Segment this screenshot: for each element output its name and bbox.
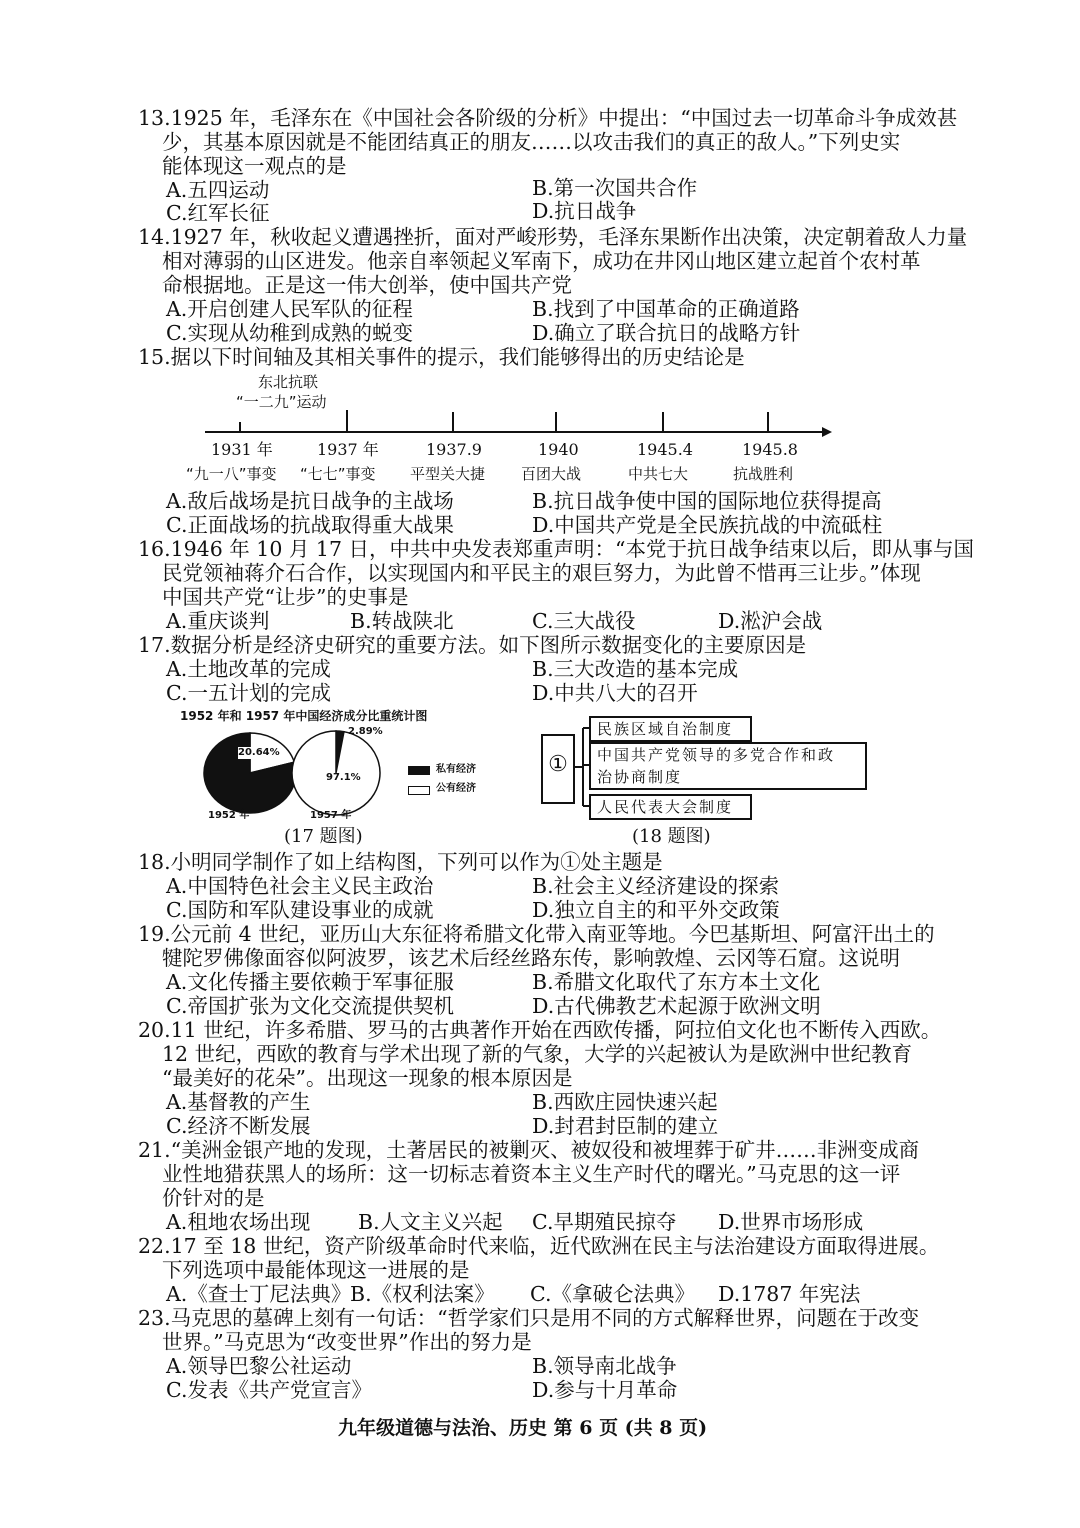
q21-line-3: 价针对的是: [162, 1186, 265, 1210]
q13-option-a: A.五四运动: [166, 178, 270, 202]
pie-label-1957: 1957 年: [310, 810, 352, 821]
branch-label-3: 人民代表大会制度: [597, 798, 734, 816]
q21-option-b: B.人文主义兴起: [358, 1210, 503, 1234]
page-footer: 九年级道德与法治、历史 第 6 页 (共 8 页): [338, 1417, 708, 1439]
q16-line-2: 民党领袖蒋介石合作，以实现国内和平民主的艰巨努力，为此曾不惜再三让步。”体现: [162, 561, 921, 585]
q13-option-c: C.红军长征: [166, 201, 270, 225]
q20-line-2: 12 世纪，西欧的教育与学术出现了新的气象，大学的兴起被认为是欧洲中世纪教育: [162, 1042, 913, 1066]
q13-line-2: 少，其基本原因就是不能团结真正的朋友……以攻击我们的真正的敌人。”下列史实: [162, 130, 901, 154]
q15-option-c: C.正面战场的抗战取得重大战果: [166, 513, 454, 537]
q23-line-1: 23.马克思的墓碑上刻有一句话：“哲学家们只是用不同的方式解释世界，问题在于改变: [138, 1306, 920, 1330]
q13-option-b: B.第一次国共合作: [532, 176, 698, 200]
q17-option-d: D.中共八大的召开: [532, 681, 698, 705]
q14-line-1: 14.1927 年，秋收起义遭遇挫折，面对严峻形势，毛泽东果断作出决策，决定朝着敌人力量: [138, 225, 968, 249]
legend-label-private: 私有经济: [436, 764, 476, 775]
q18-option-b: B.社会主义经济建设的探索: [532, 874, 780, 898]
q20-option-d: D.封君封臣制的建立: [532, 1114, 719, 1138]
q15-option-d: D.中国共产党是全民族抗战的中流砥柱: [532, 513, 883, 537]
timeline-event-5: 中共七大: [628, 465, 689, 483]
timeline-year-2: 1937 年: [317, 440, 379, 459]
q18-option-d: D.独立自主的和平外交政策: [532, 898, 780, 922]
timeline-year-5: 1945.4: [637, 440, 693, 459]
q14-line-2: 相对薄弱的山区进发。他亲自率领起义军南下，成功在井冈山地区建立起首个农村革: [162, 249, 921, 273]
branch-box-2: [589, 742, 867, 790]
q14-option-d: D.确立了联合抗日的战略方针: [532, 321, 801, 345]
q18-figure-caption: (18 题图): [632, 826, 711, 847]
q20-option-c: C.经济不断发展: [166, 1114, 311, 1138]
q18-line-1: 18.小明同学制作了如上结构图，下列可以作为①处主题是: [138, 850, 663, 874]
q22-option-d: D.1787 年宪法: [718, 1282, 861, 1306]
q17-option-c: C.一五计划的完成: [166, 681, 331, 705]
q21-option-c: C.早期殖民掠夺: [532, 1210, 677, 1234]
timeline-event-3: 平型关大捷: [410, 465, 486, 483]
q21-option-a: A.租地农场出现: [166, 1210, 311, 1234]
q23-option-a: A.领导巴黎公社运动: [166, 1354, 352, 1378]
q20-line-1: 20.11 世纪，许多希腊、罗马的古典著作开始在西欧传播，阿拉伯文化也不断传入西欧。: [138, 1018, 942, 1042]
q23-option-d: D.参与十月革命: [532, 1378, 678, 1402]
q17-line-1: 17.数据分析是经济史研究的重要方法。如下图所示数据变化的主要原因是: [138, 633, 807, 657]
q18-option-a: A.中国特色社会主义民主政治: [166, 874, 434, 898]
q14-option-c: C.实现从幼稚到成熟的蜕变: [166, 321, 413, 345]
pie-1952-data-label: 20.64%: [238, 747, 280, 758]
q22-option-b: B.《权利法案》: [350, 1282, 495, 1306]
q16-line-3: 中国共产党“让步”的史事是: [162, 585, 409, 609]
q23-line-2: 世界。”马克思为“改变世界”作出的努力是: [162, 1330, 532, 1354]
q21-option-d: D.世界市场形成: [718, 1210, 864, 1234]
q19-option-d: D.古代佛教艺术起源于欧洲文明: [532, 994, 821, 1018]
branch-label-1: 民族区域自治制度: [597, 720, 734, 738]
q19-option-b: B.希腊文化取代了东方本土文化: [532, 970, 821, 994]
branch-box-1: [589, 716, 752, 742]
branch-label-2b: 治协商制度: [597, 768, 683, 786]
pie-label-1952: 1952 年: [208, 810, 250, 821]
q16-option-a: A.重庆谈判: [166, 609, 270, 633]
q20-option-b: B.西欧庄园快速兴起: [532, 1090, 718, 1114]
q17-option-b: B.三大改造的基本完成: [532, 657, 739, 681]
timeline-year-1: 1931 年: [211, 440, 273, 459]
timeline-above-1: 东北抗联: [258, 373, 319, 391]
branch-label-2a: 中国共产党领导的多党合作和政: [597, 746, 836, 764]
timeline-event-4: 百团大战: [521, 465, 582, 483]
timeline-event-2: “七七”事变: [300, 465, 376, 483]
q20-option-a: A.基督教的产生: [166, 1090, 311, 1114]
q14-option-a: A.开启创建人民军队的征程: [166, 297, 413, 321]
q22-line-1: 22.17 至 18 世纪，资产阶级革命时代来临，近代欧洲在民主与法治建设方面取得进展。: [138, 1234, 940, 1258]
q13-line-1: 13.1925 年，毛泽东在《中国社会各阶级的分析》中提出：“中国过去一切革命斗争成效甚: [138, 106, 958, 130]
q16-option-b: B.转战陕北: [350, 609, 454, 633]
q15-option-b: B.抗日战争使中国的国际地位获得提高: [532, 489, 882, 513]
q23-option-b: B.领导南北战争: [532, 1354, 677, 1378]
q15-option-a: A.敌后战场是抗日战争的主战场: [166, 489, 454, 513]
q14-line-3: 命根据地。正是这一伟大创举，使中国共产党: [162, 273, 572, 297]
pie-1957-data-label-2: 97.1%: [326, 772, 361, 783]
q21-line-2: 业性地猎获黑人的场所：这一切标志着资本主义生产时代的曙光。”马克思的这一评: [162, 1162, 901, 1186]
timeline-year-4: 1940: [538, 440, 579, 459]
q22-line-2: 下列选项中最能体现这一进展的是: [162, 1258, 470, 1282]
q21-line-1: 21.“美洲金银产地的发现，土著居民的被剿灭、被奴役和被埋葬于矿井……非洲变成商: [138, 1138, 920, 1162]
timeline-event-6: 抗战胜利: [733, 465, 794, 483]
q17-option-a: A.土地改革的完成: [166, 657, 331, 681]
q17-figure-caption: (17 题图): [284, 826, 363, 847]
branch-box-3: [589, 794, 752, 820]
chart-title: 1952 年和 1957 年中国经济成分比重统计图: [180, 709, 428, 723]
timeline-year-3: 1937.9: [426, 440, 482, 459]
q19-option-c: C.帝国扩张为文化交流提供契机: [166, 994, 454, 1018]
q13-option-d: D.抗日战争: [532, 199, 637, 223]
q16-option-d: D.淞沪会战: [718, 609, 823, 633]
timeline-above-2: “一二九”运动: [236, 393, 327, 411]
q13-line-3: 能体现这一观点的是: [162, 154, 347, 178]
q15-line-1: 15.据以下时间轴及其相关事件的提示，我们能够得出的历史结论是: [138, 345, 745, 369]
q18-option-c: C.国防和军队建设事业的成就: [166, 898, 434, 922]
timeline-event-1: “九一八”事变: [186, 465, 277, 483]
q14-option-b: B.找到了中国革命的正确道路: [532, 297, 800, 321]
q19-option-a: A.文化传播主要依赖于军事征服: [166, 970, 454, 994]
q16-option-c: C.三大战役: [532, 609, 636, 633]
q20-line-3: “最美好的花朵”。出现这一现象的根本原因是: [162, 1066, 573, 1090]
q22-option-a: A.《查士丁尼法典》: [166, 1282, 352, 1306]
q19-line-2: 犍陀罗佛像面容似阿波罗，该艺术后经丝路东传，影响敦煌、云冈等石窟。这说明: [162, 946, 900, 970]
q19-line-1: 19.公元前 4 世纪，亚历山大东征将希腊文化带入南亚等地。今巴基斯坦、阿富汗出土的: [138, 922, 935, 946]
pie-1957-data-label-1: 2.89%: [348, 726, 383, 737]
legend-label-public: 公有经济: [436, 783, 476, 794]
q23-option-c: C.发表《共产党宣言》: [166, 1378, 372, 1402]
q22-option-c: C.《拿破仑法典》: [530, 1282, 695, 1306]
root-label: ①: [548, 752, 568, 777]
q16-line-1: 16.1946 年 10 月 17 日，中共中央发表郑重声明：“本党于抗日战争结束以后，即从事与国: [138, 537, 975, 561]
timeline-year-6: 1945.8: [742, 440, 798, 459]
